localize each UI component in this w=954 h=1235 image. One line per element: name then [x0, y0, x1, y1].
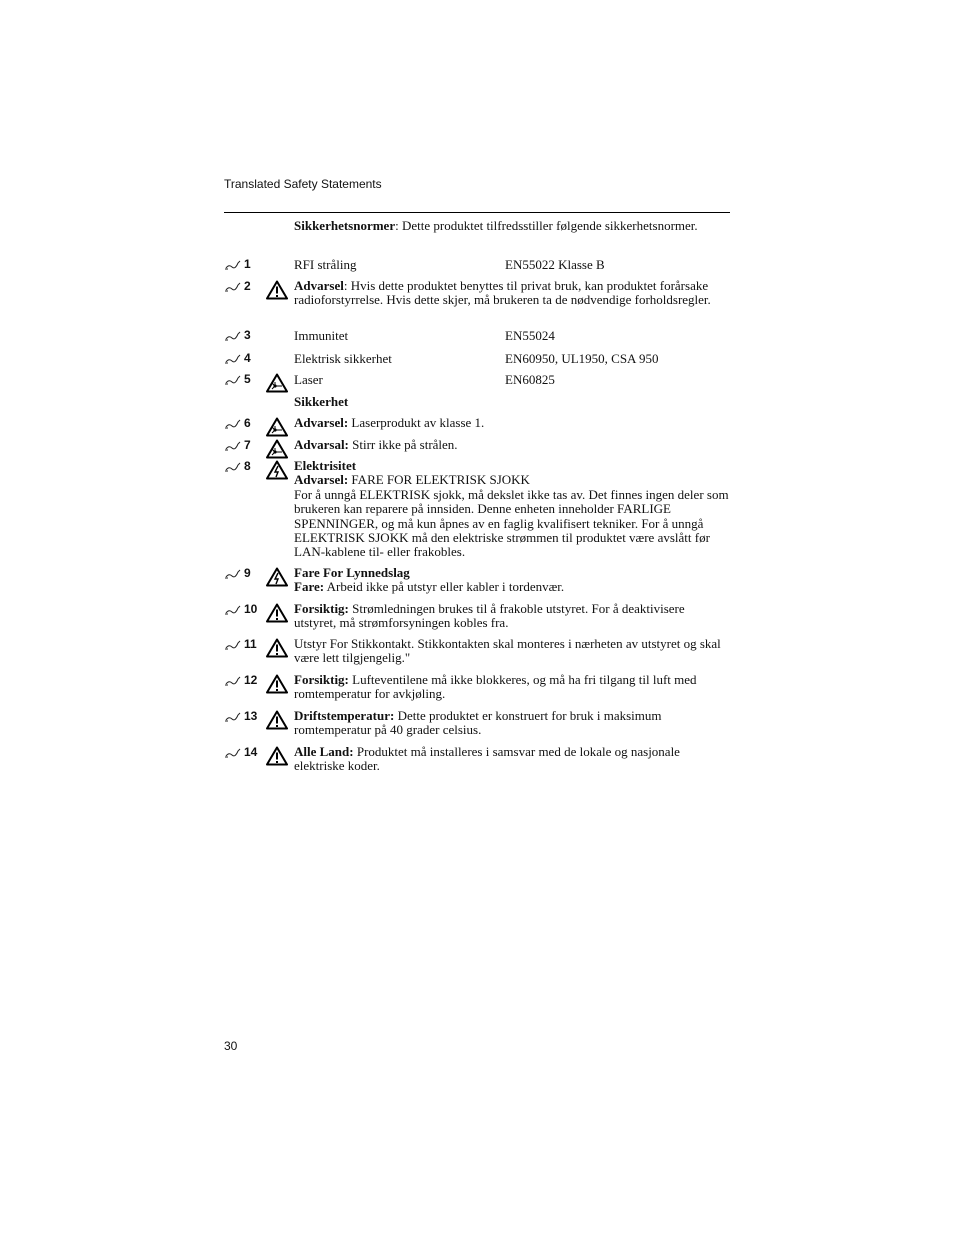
- pen-mark-icon: [224, 418, 242, 430]
- item-text: [294, 459, 730, 560]
- laser-warning-icon: [266, 373, 288, 393]
- standard-name: Immunitet: [294, 328, 349, 343]
- item-text: [294, 709, 730, 738]
- item-label: Advarsel:: [294, 472, 349, 488]
- section-subheading: Sikkerhet: [294, 394, 349, 409]
- pen-mark-icon: [224, 259, 242, 271]
- item-number: 6: [244, 416, 251, 430]
- pen-mark-icon: [224, 604, 242, 616]
- item-body-detail: For å unngå ELEKTRISK sjokk, må dekslet ikke tas av. Det finnes ingen deler som brukeren kan reparere på innsiden. Denne enheten inneholder FARLIGE SPENNINGER, og må kun åpnes av en faglig kvalifisert tekniker. For å unngå ELEKTRISK SJOKK må den elektriske strømmen til produktet være avslått før LAN-kablene til- eller frakobles.: [294, 486, 729, 560]
- high-voltage-warning-icon: [266, 460, 288, 480]
- item-body: Stirr ikke på strålen.: [348, 437, 458, 452]
- item-body: Dette produktet er konstruert for bruk i maksimum romtemperatur på 40 grader celsius.: [294, 708, 662, 738]
- pen-mark-icon: [224, 675, 242, 687]
- item-number: 3: [244, 328, 251, 342]
- list-item: [224, 372, 730, 392]
- item-text: [294, 673, 730, 702]
- pen-mark-icon: [224, 568, 242, 580]
- warning-triangle-icon: [266, 746, 288, 766]
- safety-standards-intro: [294, 218, 730, 233]
- standard-code: EN55024: [505, 328, 555, 343]
- item-body: Lufteventilene må ikke blokkeres, og må ha fri tilgang til luft med romtemperatur for avkjøling.: [294, 672, 697, 702]
- running-header: Translated Safety Statements: [224, 177, 382, 191]
- item-body: Arbeid ikke på utstyr eller kabler i tordenvær.: [324, 579, 565, 595]
- pen-mark-icon: [224, 461, 242, 473]
- pen-mark-icon: [224, 747, 242, 759]
- list-item: [224, 328, 730, 348]
- item-number: 11: [244, 637, 257, 651]
- laser-warning-icon: [266, 417, 288, 437]
- item-heading: Fare For Lynnedslag: [294, 565, 410, 580]
- list-item: [224, 672, 730, 702]
- item-label: Advarsel:: [294, 415, 349, 430]
- standard-code: EN55022 Klasse B: [505, 257, 605, 272]
- item-body: : Hvis dette produktet benyttes til privat bruk, kan produktet forårsake radioforstyrrelse. Hvis dette skjer, må brukeren ta de nødvendige forholdsregler.: [294, 278, 711, 308]
- item-body: Laserprodukt av klasse 1.: [348, 415, 485, 430]
- pen-mark-icon: [224, 330, 242, 342]
- item-number: 13: [244, 709, 258, 723]
- item-number: 14: [244, 745, 258, 759]
- item-body: Produktet må installeres i samsvar med de lokale og nasjonale elektriske koder.: [294, 744, 680, 774]
- list-item: [224, 351, 730, 371]
- pen-mark-icon: [224, 281, 242, 293]
- item-number: 5: [244, 372, 251, 386]
- pen-mark-icon: [224, 353, 242, 365]
- standard-name: RFI stråling: [294, 257, 357, 272]
- item-text: [294, 637, 730, 666]
- item-body: FARE FOR ELEKTRISK SJOKK: [348, 472, 530, 488]
- item-text: [294, 416, 730, 430]
- list-item: [224, 438, 730, 458]
- list-item: [224, 708, 730, 738]
- item-number: 1: [244, 257, 251, 271]
- item-number: 10: [244, 602, 258, 616]
- standard-name: Laser: [294, 372, 323, 387]
- list-item: [224, 416, 730, 436]
- list-item: [224, 257, 730, 277]
- page-number: 30: [224, 1039, 238, 1053]
- item-text: [294, 745, 730, 774]
- intro-label: Sikkerhetsnormer: [294, 218, 396, 233]
- pen-mark-icon: [224, 711, 242, 723]
- standard-code: EN60950, UL1950, CSA 950: [505, 351, 659, 366]
- pen-mark-icon: [224, 374, 242, 386]
- header-rule: [224, 212, 730, 213]
- list-item: [224, 601, 730, 631]
- item-label: Forsiktig:: [294, 601, 349, 616]
- item-number: 8: [244, 459, 251, 473]
- item-label: Forsiktig:: [294, 672, 349, 687]
- standard-code: EN60825: [505, 372, 555, 387]
- laser-warning-icon: [266, 439, 288, 459]
- item-number: 2: [244, 279, 251, 293]
- item-number: 4: [244, 351, 251, 365]
- warning-triangle-icon: [266, 603, 288, 623]
- list-item: [224, 458, 730, 560]
- item-body: Strømledningen brukes til å frakoble utstyret. For å deaktivisere utstyret, må strømforsyningen kobles fra.: [294, 601, 685, 631]
- list-item: [224, 565, 730, 595]
- item-body: Utstyr For Stikkontakt. Stikkontakten skal monteres i nærheten av utstyret og skal være lett tilgjengelig.": [294, 636, 721, 666]
- intro-text: : Dette produktet tilfredsstiller følgende sikkerhetsnormer.: [395, 218, 698, 233]
- item-number: 7: [244, 438, 251, 452]
- item-heading: Elektrisitet: [294, 458, 357, 473]
- item-text: [294, 279, 730, 308]
- high-voltage-warning-icon: [266, 567, 288, 587]
- list-item: [224, 636, 730, 666]
- item-number: 12: [244, 673, 258, 687]
- item-text: [294, 602, 730, 631]
- pen-mark-icon: [224, 440, 242, 452]
- list-item: [224, 278, 730, 308]
- item-label: Fare:: [294, 579, 325, 595]
- item-label: Alle Land:: [294, 744, 354, 759]
- list-item: [224, 744, 730, 774]
- item-text: [294, 438, 730, 452]
- item-label: Advarsal:: [294, 437, 349, 452]
- warning-triangle-icon: [266, 674, 288, 694]
- standard-name: Elektrisk sikkerhet: [294, 351, 392, 366]
- item-label: Driftstemperatur:: [294, 708, 395, 723]
- pen-mark-icon: [224, 639, 242, 651]
- item-text: [294, 566, 730, 595]
- warning-triangle-icon: [266, 710, 288, 730]
- warning-triangle-icon: [266, 280, 288, 300]
- warning-triangle-icon: [266, 638, 288, 658]
- item-number: 9: [244, 566, 251, 580]
- item-label: Advarsel: [294, 278, 344, 293]
